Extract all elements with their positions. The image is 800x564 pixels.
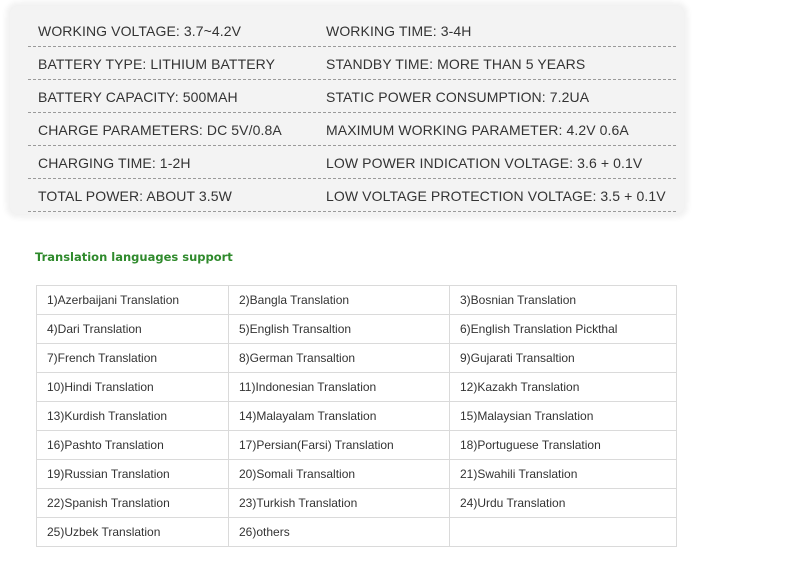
table-cell: 22)Spanish Translation (37, 489, 229, 518)
table-row (37, 518, 677, 547)
spec-max-working-parameter: MAXIMUM WORKING PARAMETER: 4.2V 0.6A (326, 122, 629, 138)
languages-heading: Translation languages support (35, 250, 233, 264)
table-cell: 6)English Translation Pickthal (450, 315, 677, 344)
spec-row (28, 146, 676, 179)
table-row (37, 344, 677, 373)
table-row (37, 431, 677, 460)
table-cell: 8)German Transaltion (229, 344, 450, 373)
table-cell: 14)Malayalam Translation (229, 402, 450, 431)
table-row (37, 402, 677, 431)
spec-battery-type: BATTERY TYPE: LITHIUM BATTERY (38, 56, 276, 72)
spec-row (28, 179, 676, 212)
spec-low-power-indication: LOW POWER INDICATION VOLTAGE: 3.6 + 0.1V (326, 155, 643, 171)
spec-row (28, 113, 676, 146)
table-cell: 23)Turkish Translation (229, 489, 450, 518)
table-cell: 26)others (229, 518, 450, 547)
spec-charge-parameters: CHARGE PARAMETERS: DC 5V/0.8A (38, 122, 282, 138)
table-row (37, 460, 677, 489)
table-cell: 1)Azerbaijani Translation (37, 286, 229, 315)
table-cell: 9)Gujarati Transaltion (450, 344, 677, 373)
languages-table (36, 285, 677, 547)
table-cell-empty (450, 518, 677, 547)
table-row (37, 373, 677, 402)
table-cell: 13)Kurdish Translation (37, 402, 229, 431)
spec-row (28, 80, 676, 113)
table-cell: 10)Hindi Translation (37, 373, 229, 402)
table-cell: 3)Bosnian Translation (450, 286, 677, 315)
spec-standby-time: STANDBY TIME: MORE THAN 5 YEARS (326, 56, 586, 72)
spec-row (28, 14, 676, 47)
table-cell: 16)Pashto Translation (37, 431, 229, 460)
table-row (37, 489, 677, 518)
table-cell: 5)English Transaltion (229, 315, 450, 344)
table-cell: 7)French Translation (37, 344, 229, 373)
spec-low-voltage-protection: LOW VOLTAGE PROTECTION VOLTAGE: 3.5 + 0.1V (326, 188, 666, 204)
spec-static-power: STATIC POWER CONSUMPTION: 7.2UA (326, 89, 590, 105)
table-cell: 17)Persian(Farsi) Translation (229, 431, 450, 460)
spec-working-time: WORKING TIME: 3-4H (326, 23, 472, 39)
table-row (37, 286, 677, 315)
spec-charging-time: CHARGING TIME: 1-2H (38, 155, 191, 171)
table-cell: 11)Indonesian Translation (229, 373, 450, 402)
table-cell: 2)Bangla Translation (229, 286, 450, 315)
table-cell: 12)Kazakh Translation (450, 373, 677, 402)
table-cell: 4)Dari Translation (37, 315, 229, 344)
spec-battery-capacity: BATTERY CAPACITY: 500MAH (38, 89, 238, 105)
spec-total-power: TOTAL POWER: ABOUT 3.5W (38, 188, 232, 204)
table-cell: 19)Russian Translation (37, 460, 229, 489)
table-cell: 25)Uzbek Translation (37, 518, 229, 547)
table-cell: 18)Portuguese Translation (450, 431, 677, 460)
table-cell: 24)Urdu Translation (450, 489, 677, 518)
table-cell: 20)Somali Transaltion (229, 460, 450, 489)
table-cell: 15)Malaysian Translation (450, 402, 677, 431)
table-cell: 21)Swahili Translation (450, 460, 677, 489)
table-row (37, 315, 677, 344)
specifications-panel (10, 6, 684, 214)
spec-row (28, 47, 676, 80)
spec-working-voltage: WORKING VOLTAGE: 3.7~4.2V (38, 23, 242, 39)
